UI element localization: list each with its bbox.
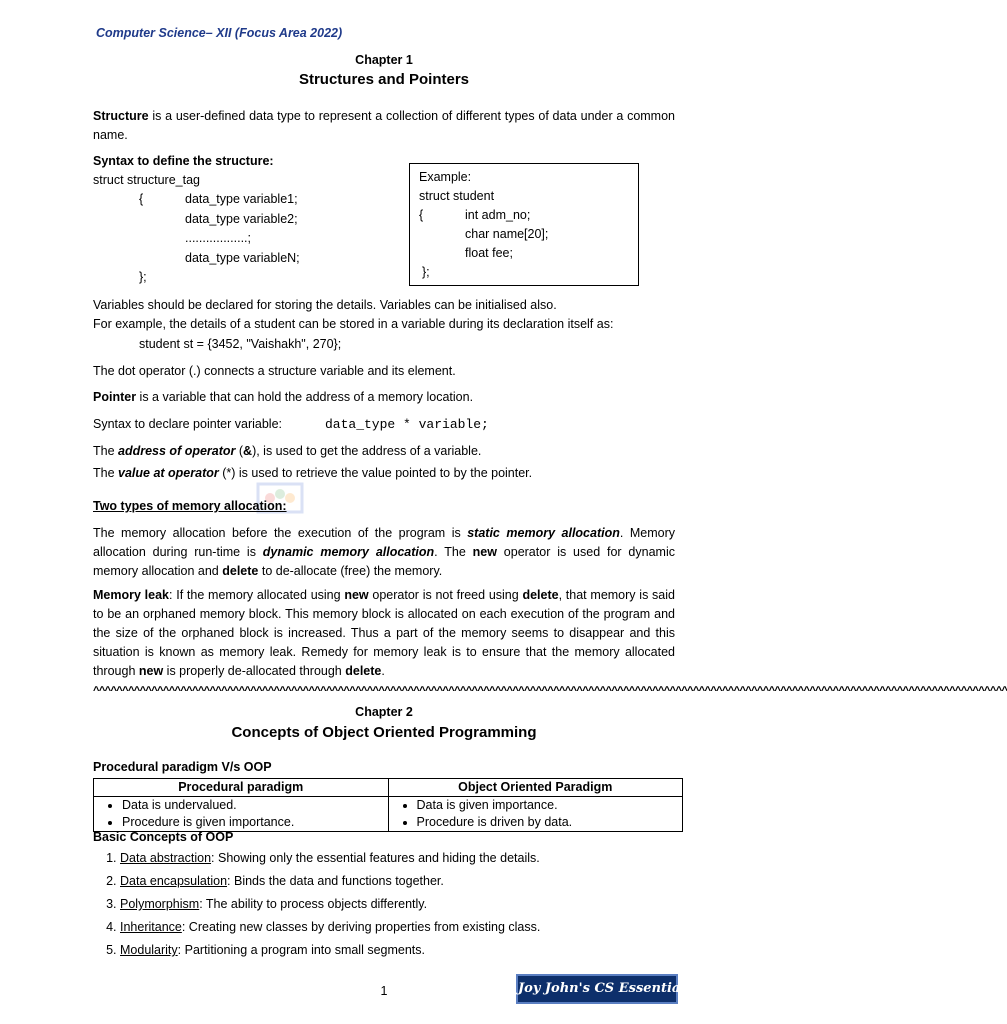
concept-term: Inheritance	[120, 920, 182, 934]
table-header-procedural: Procedural paradigm	[94, 779, 389, 797]
basic-concepts-heading: Basic Concepts of OOP	[93, 830, 234, 844]
variables-line-2: For example, the details of a student can be stored in a variable during its declaration itself as:	[93, 317, 614, 331]
structure-term: Structure	[93, 109, 149, 123]
new-keyword: new	[472, 545, 497, 559]
syntax-line-7: };	[139, 270, 147, 284]
pointer-syntax-label: Syntax to declare pointer variable:	[93, 417, 282, 431]
syntax-line-5: ..................;	[185, 231, 251, 245]
running-header: Computer Science– XII (Focus Area 2022)	[96, 26, 343, 40]
pointer-def-text: is a variable that can hold the address of a memory location.	[136, 390, 474, 404]
page-number: 1	[380, 984, 388, 998]
structure-def-text: is a user-defined data type to represent a collection of different types of data under a common name.	[93, 109, 675, 142]
list-item: • Data is given importance.	[417, 797, 677, 814]
delete-keyword: delete	[522, 588, 559, 602]
list-item	[120, 847, 540, 870]
mem-p1-g: operator is used for dynamic memory allocation and	[93, 545, 675, 578]
procedural-cell	[94, 797, 389, 832]
memory-leak-paragraph	[93, 586, 675, 681]
concept-desc: : Showing only the essential features and hiding the details.	[211, 851, 540, 865]
mem-p2-b: : If the memory allocated using	[169, 588, 345, 602]
list-item	[120, 916, 540, 939]
static-allocation-term: static memory allocation	[467, 526, 620, 540]
example-box	[409, 163, 639, 286]
mem-p1-e: . The	[434, 545, 473, 559]
mem-p1-c: . Memory allocation during run-time is	[93, 526, 675, 559]
syntax-line-2: {	[139, 192, 144, 206]
section-separator: ^^^^^^^^^^^^^^^^^^^^^^^^^^^^^^^^^^^^^^^^^^^^^^^^^^^^^^^^^^^^^^^^^^^^^^^^^^^^^^^^^^^^^^^^^^^^^^^^^^^^^^^^^^^^^^^^^^^^^^^^^^^^^^^^^^^^^^^^^^^^^^^^^^^^^^^^^^^^^	[93, 685, 1007, 697]
example-member-2: char name[20];	[465, 227, 549, 241]
mem-p2-d: operator is not freed using	[368, 588, 523, 602]
chapter-2-title: Concepts of Object Oriented Programming	[231, 724, 537, 741]
value-operator-text	[93, 466, 532, 480]
mem-p2-j: .	[381, 664, 385, 678]
mem-p2-f: , that memory is said to be an orphaned memory block. This memory block is allocated on each execution of the program and the size of the orphaned block is increased. Thus a part of the memory seems to disappear and this situation is known as memory leak. Remedy for memory leak is to ensure that the memory allocated through	[93, 588, 675, 678]
addr-mid: (	[235, 444, 244, 458]
variables-line-1: Variables should be declared for storing the details. Variables can be initialised also.	[93, 298, 557, 312]
syntax-line-3: data_type variable1;	[185, 192, 298, 206]
val-pre: The	[93, 466, 119, 480]
concept-term: Polymorphism	[120, 897, 200, 911]
syntax-line-1: struct structure_tag	[93, 173, 200, 187]
memory-leak-term: Memory leak	[93, 588, 170, 602]
chapter-1-title: Structures and Pointers	[298, 71, 470, 88]
new-keyword: new	[344, 588, 369, 602]
concept-desc: : Creating new classes by deriving properties from existing class.	[181, 920, 541, 934]
concept-term: Data encapsulation	[120, 874, 228, 888]
dot-operator-text: The dot operator (.) connects a structure variable and its element.	[93, 364, 456, 378]
list-item	[120, 893, 540, 916]
syntax-heading: Syntax to define the structure:	[93, 154, 274, 168]
concepts-list	[93, 847, 540, 962]
page-body	[93, 0, 1007, 1024]
memory-allocation-paragraph	[93, 524, 675, 581]
table-header-row	[94, 779, 683, 797]
dynamic-allocation-term: dynamic memory allocation	[262, 545, 435, 559]
memory-heading: Two types of memory allocation:	[93, 499, 287, 513]
comparison-table	[93, 778, 683, 832]
example-member-3: float fee;	[465, 246, 513, 260]
list-item: • Procedure is driven by data.	[417, 814, 677, 831]
syntax-line-6: data_type variableN;	[185, 251, 300, 265]
concept-term: Data abstraction	[120, 851, 212, 865]
mem-p1-a: The memory allocation before the execution of the program is	[93, 526, 468, 540]
addr-post: ), is used to get the address of a variable.	[252, 444, 482, 458]
concept-desc: : Partitioning a program into small segments.	[177, 943, 426, 957]
chapter-2-number: Chapter 2	[355, 705, 413, 719]
example-line-3	[419, 206, 629, 225]
list-item: • Procedure is given importance.	[122, 814, 382, 831]
comparison-heading: Procedural paradigm V/s OOP	[93, 760, 272, 774]
address-operator-text	[93, 444, 481, 458]
table-header-oop: Object Oriented Paradigm	[388, 779, 683, 797]
syntax-line-4: data_type variable2;	[185, 212, 298, 226]
example-line-2: struct student	[419, 189, 495, 203]
list-item	[120, 870, 540, 893]
val-post: (*) is used to retrieve the value pointed to by the pointer.	[218, 466, 533, 480]
author-badge: Joy John's CS Essential	[516, 974, 678, 1004]
val-term: value at operator	[118, 466, 219, 480]
example-line-1: Example:	[419, 170, 472, 184]
addr-term: address of operator	[118, 444, 236, 458]
chapter-1-number: Chapter 1	[355, 53, 413, 67]
addr-symbol: &	[243, 444, 253, 458]
list-item	[120, 939, 540, 962]
variables-code: student st = {3452, "Vaishakh", 270};	[139, 337, 342, 351]
new-keyword: new	[138, 664, 164, 678]
example-brace-close: };	[422, 265, 430, 279]
addr-pre: The	[93, 444, 119, 458]
pointer-definition	[93, 390, 473, 404]
list-item: • Data is undervalued.	[122, 797, 382, 814]
example-member-1: int adm_no;	[465, 208, 531, 222]
example-brace-open: {	[419, 208, 424, 222]
table-row	[94, 797, 683, 832]
delete-keyword: delete	[222, 564, 259, 578]
mem-p2-h: is properly de-allocated through	[163, 664, 346, 678]
pointer-syntax-code: data_type * variable;	[325, 417, 489, 432]
oop-cell	[388, 797, 683, 832]
mem-p1-i: to de-allocate (free) the memory.	[258, 564, 443, 578]
pointer-term: Pointer	[93, 390, 137, 404]
delete-keyword: delete	[345, 664, 382, 678]
concept-desc: : Binds the data and functions together.	[227, 874, 444, 888]
structure-definition	[93, 107, 675, 145]
concept-desc: : The ability to process objects differently.	[199, 897, 428, 911]
concept-term: Modularity	[120, 943, 178, 957]
